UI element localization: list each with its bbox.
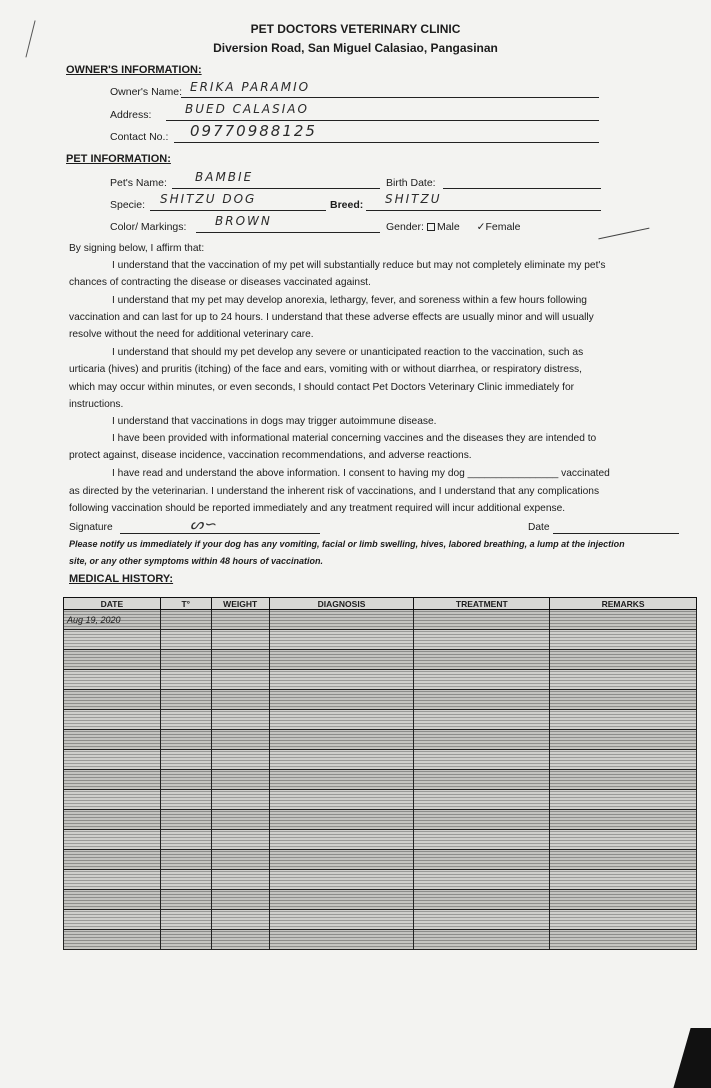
table-cell[interactable] xyxy=(160,890,211,910)
female-check-mark[interactable]: ✓ xyxy=(476,221,486,233)
color-line xyxy=(196,232,380,233)
table-cell[interactable] xyxy=(550,790,697,810)
table-cell[interactable] xyxy=(64,770,161,790)
color-label: Color/ Markings: xyxy=(110,221,187,233)
table-cell[interactable] xyxy=(414,810,550,830)
table-cell[interactable] xyxy=(211,810,269,830)
table-cell[interactable] xyxy=(269,630,414,650)
specie-label: Specie: xyxy=(110,199,146,211)
table-cell[interactable] xyxy=(211,610,269,630)
table-cell[interactable] xyxy=(64,790,161,810)
gender-field xyxy=(386,221,520,233)
table-row xyxy=(64,790,697,810)
contact-line xyxy=(174,142,599,143)
notice-line-2: site, or any other symptoms within 48 hours of vaccination. xyxy=(69,556,324,566)
table-cell[interactable] xyxy=(211,670,269,690)
owner-name-value[interactable]: ERIKA PARAMIO xyxy=(190,80,311,94)
table-cell[interactable] xyxy=(160,650,211,670)
table-cell[interactable] xyxy=(64,850,161,870)
consent-p2a: I understand that my pet may develop anorexia, lethargy, fever, and soreness within a few hours following xyxy=(112,295,587,306)
color-value[interactable]: BROWN xyxy=(215,214,272,228)
table-cell[interactable] xyxy=(64,630,161,650)
table-cell[interactable] xyxy=(211,890,269,910)
table-cell[interactable] xyxy=(269,610,414,630)
consent-p1a: I understand that the vaccination of my pet will substantially reduce but may not completely eliminate my pet's xyxy=(112,260,606,271)
signature-line[interactable] xyxy=(120,533,320,534)
consent-p2c: resolve without the need for additional veterinary care. xyxy=(69,329,314,340)
table-cell[interactable] xyxy=(64,910,161,930)
table-cell[interactable] xyxy=(414,710,550,730)
table-cell[interactable] xyxy=(550,650,697,670)
table-cell[interactable] xyxy=(414,750,550,770)
gender-label: Gender: xyxy=(386,221,424,233)
female-label: Female xyxy=(485,221,521,233)
consent-p3d: instructions. xyxy=(69,399,124,410)
address-line xyxy=(166,120,599,121)
table-cell[interactable] xyxy=(64,670,161,690)
table-row xyxy=(64,690,697,710)
table-cell[interactable] xyxy=(414,630,550,650)
table-cell[interactable] xyxy=(414,770,550,790)
table-cell[interactable] xyxy=(211,930,269,950)
table-cell[interactable] xyxy=(64,930,161,950)
table-cell[interactable] xyxy=(550,850,697,870)
table-cell[interactable] xyxy=(414,850,550,870)
table-cell[interactable] xyxy=(550,630,697,650)
table-cell[interactable] xyxy=(414,890,550,910)
table-cell[interactable] xyxy=(269,770,414,790)
table-cell[interactable] xyxy=(160,670,211,690)
owner-section-title: OWNER'S INFORMATION: xyxy=(66,64,202,76)
table-cell[interactable] xyxy=(160,850,211,870)
table-cell[interactable] xyxy=(269,930,414,950)
birth-date-line xyxy=(443,188,601,189)
consent-p5b: protect against, disease incidence, vaccination recommendations, and adverse reactions. xyxy=(69,450,472,461)
table-cell[interactable] xyxy=(550,750,697,770)
table-cell[interactable] xyxy=(211,690,269,710)
signature-label: Signature xyxy=(69,522,113,533)
birth-date-label: Birth Date: xyxy=(386,177,436,189)
breed-line xyxy=(366,210,601,211)
address-value[interactable]: BUED CALASIAO xyxy=(185,102,309,116)
owner-name-label: Owner's Name: xyxy=(110,86,183,98)
table-cell[interactable] xyxy=(64,750,161,770)
pet-section-title: PET INFORMATION: xyxy=(66,153,171,165)
table-cell[interactable] xyxy=(550,870,697,890)
consent-p2b: vaccination and can last for up to 24 hours. I understand that these adverse effects are usually minor and will usually xyxy=(69,312,594,323)
consent-intro: By signing below, I affirm that: xyxy=(69,243,205,254)
table-row xyxy=(64,830,697,850)
table-cell[interactable] xyxy=(550,770,697,790)
table-cell[interactable] xyxy=(64,710,161,730)
table-cell[interactable] xyxy=(550,710,697,730)
col-treatment: TREATMENT xyxy=(414,598,550,610)
table-cell[interactable] xyxy=(269,870,414,890)
table-cell[interactable] xyxy=(414,670,550,690)
table-cell[interactable] xyxy=(211,850,269,870)
table-row xyxy=(64,930,697,950)
table-cell[interactable] xyxy=(269,790,414,810)
pet-name-label: Pet's Name: xyxy=(110,177,167,189)
table-cell[interactable] xyxy=(160,830,211,850)
table-cell[interactable] xyxy=(160,930,211,950)
consent-p3a: I understand that should my pet develop any severe or unanticipated reaction to the vaccination, such as xyxy=(112,347,584,358)
scan-mark xyxy=(598,228,649,241)
consent-p6b: as directed by the veterinarian. I understand the inherent risk of vaccinations, and I understand that any complications xyxy=(69,486,600,497)
table-cell[interactable] xyxy=(269,910,414,930)
table-cell[interactable] xyxy=(269,750,414,770)
table-row xyxy=(64,850,697,870)
specie-line xyxy=(150,210,326,211)
medical-history-table xyxy=(63,597,697,950)
table-cell[interactable]: Aug 19, 2020 xyxy=(64,610,161,630)
clinic-name: PET DOCTORS VETERINARY CLINIC xyxy=(250,22,461,36)
consent-p5a: I have been provided with informational material concerning vaccines and the diseases they are intended to xyxy=(112,433,597,444)
table-cell[interactable] xyxy=(414,930,550,950)
table-cell[interactable] xyxy=(414,610,550,630)
table-cell[interactable] xyxy=(160,910,211,930)
table-row xyxy=(64,630,697,650)
table-cell[interactable] xyxy=(64,890,161,910)
table-row xyxy=(64,810,697,830)
table-cell[interactable] xyxy=(211,910,269,930)
table-cell[interactable] xyxy=(160,630,211,650)
consent-p1b: chances of contracting the disease or diseases vaccinated against. xyxy=(69,277,371,288)
table-cell[interactable] xyxy=(550,690,697,710)
table-cell[interactable] xyxy=(211,650,269,670)
table-cell[interactable] xyxy=(550,930,697,950)
date-line[interactable] xyxy=(553,533,679,534)
table-cell[interactable] xyxy=(211,770,269,790)
table-cell[interactable] xyxy=(550,670,697,690)
consent-p6c: following vaccination should be reported immediately and any treatment required will incur additional expense. xyxy=(69,503,566,514)
table-cell[interactable] xyxy=(160,750,211,770)
table-cell[interactable] xyxy=(550,830,697,850)
table-cell[interactable] xyxy=(269,810,414,830)
breed-value[interactable]: SHITZU xyxy=(385,192,442,206)
consent-p6a: I have read and understand the above information. I consent to having my dog ________________ vaccinated xyxy=(112,468,610,479)
table-cell[interactable] xyxy=(211,750,269,770)
table-cell[interactable] xyxy=(211,630,269,650)
table-cell[interactable] xyxy=(211,830,269,850)
table-cell[interactable] xyxy=(269,670,414,690)
table-row xyxy=(64,610,697,630)
table-cell[interactable] xyxy=(211,710,269,730)
table-cell[interactable] xyxy=(211,790,269,810)
consent-p3b: urticaria (hives) and pruritis (itching) of the face and ears, vomiting with or without diarrhea, or respiratory distress, xyxy=(69,364,582,375)
table-header-row xyxy=(64,598,697,610)
table-row xyxy=(64,730,697,750)
table-cell[interactable] xyxy=(160,810,211,830)
table-cell[interactable] xyxy=(269,710,414,730)
col-remarks: REMARKS xyxy=(550,598,697,610)
table-cell[interactable] xyxy=(414,910,550,930)
table-cell[interactable] xyxy=(414,790,550,810)
specie-value[interactable]: SHITZU DOG xyxy=(160,192,257,206)
notice-line-1: Please notify us immediately if your dog has any vomiting, facial or limb swelling, hives, labored breathing, a lump at the injection xyxy=(69,539,625,549)
medical-section-title: MEDICAL HISTORY: xyxy=(69,573,174,585)
table-cell[interactable] xyxy=(64,690,161,710)
table-cell[interactable] xyxy=(64,870,161,890)
table-cell[interactable] xyxy=(269,730,414,750)
table-cell[interactable] xyxy=(160,610,211,630)
table-cell[interactable] xyxy=(64,810,161,830)
col-temperature: T° xyxy=(160,598,211,610)
table-cell[interactable] xyxy=(269,850,414,870)
clinic-address: Diversion Road, San Miguel Calasiao, Pangasinan xyxy=(213,41,498,55)
table-cell[interactable] xyxy=(550,890,697,910)
table-row xyxy=(64,670,697,690)
table-row xyxy=(64,650,697,670)
table-cell[interactable] xyxy=(269,690,414,710)
table-cell[interactable] xyxy=(550,810,697,830)
col-diagnosis: DIAGNOSIS xyxy=(269,598,414,610)
male-label: Male xyxy=(436,221,460,233)
table-cell[interactable] xyxy=(160,690,211,710)
table-row xyxy=(64,890,697,910)
consent-p4: I understand that vaccinations in dogs may trigger autoimmune disease. xyxy=(112,416,437,427)
table-row xyxy=(64,750,697,770)
table-cell[interactable] xyxy=(414,830,550,850)
table-cell[interactable] xyxy=(269,830,414,850)
table-cell[interactable] xyxy=(160,710,211,730)
consent-p3c: which may occur within minutes, or even seconds, I should contact Pet Doctors Veterinary Clinic immediately for xyxy=(69,382,575,393)
table-cell[interactable] xyxy=(550,910,697,930)
table-cell[interactable] xyxy=(160,870,211,890)
col-weight: WEIGHT xyxy=(211,598,269,610)
pet-name-value[interactable]: BAMBIE xyxy=(195,170,254,184)
table-row xyxy=(64,770,697,790)
table-cell[interactable] xyxy=(414,690,550,710)
breed-label: Breed: xyxy=(330,199,364,211)
table-cell[interactable] xyxy=(64,650,161,670)
male-checkbox[interactable] xyxy=(427,223,435,231)
table-cell[interactable] xyxy=(211,870,269,890)
table-cell[interactable] xyxy=(160,790,211,810)
signature-scribble-icon: ᔕ∽ xyxy=(190,516,216,533)
owner-name-line xyxy=(181,97,599,98)
table-cell[interactable] xyxy=(160,730,211,750)
medical-history-body xyxy=(64,610,697,950)
date-label: Date xyxy=(528,522,550,533)
table-cell[interactable] xyxy=(550,610,697,630)
pet-name-line xyxy=(172,188,380,189)
contact-label: Contact No.: xyxy=(110,131,169,143)
table-cell[interactable] xyxy=(414,730,550,750)
table-cell[interactable] xyxy=(160,770,211,790)
table-cell[interactable] xyxy=(414,650,550,670)
table-row xyxy=(64,910,697,930)
table-cell[interactable] xyxy=(211,730,269,750)
table-cell[interactable] xyxy=(414,870,550,890)
table-cell[interactable] xyxy=(64,830,161,850)
table-row xyxy=(64,710,697,730)
address-label: Address: xyxy=(110,109,152,121)
page-corner-shadow xyxy=(673,1028,711,1088)
table-cell[interactable] xyxy=(269,890,414,910)
table-cell[interactable] xyxy=(269,650,414,670)
contact-value[interactable]: 09770988125 xyxy=(190,122,317,140)
table-cell[interactable] xyxy=(64,730,161,750)
col-date: DATE xyxy=(64,598,161,610)
table-cell[interactable] xyxy=(550,730,697,750)
table-row xyxy=(64,870,697,890)
